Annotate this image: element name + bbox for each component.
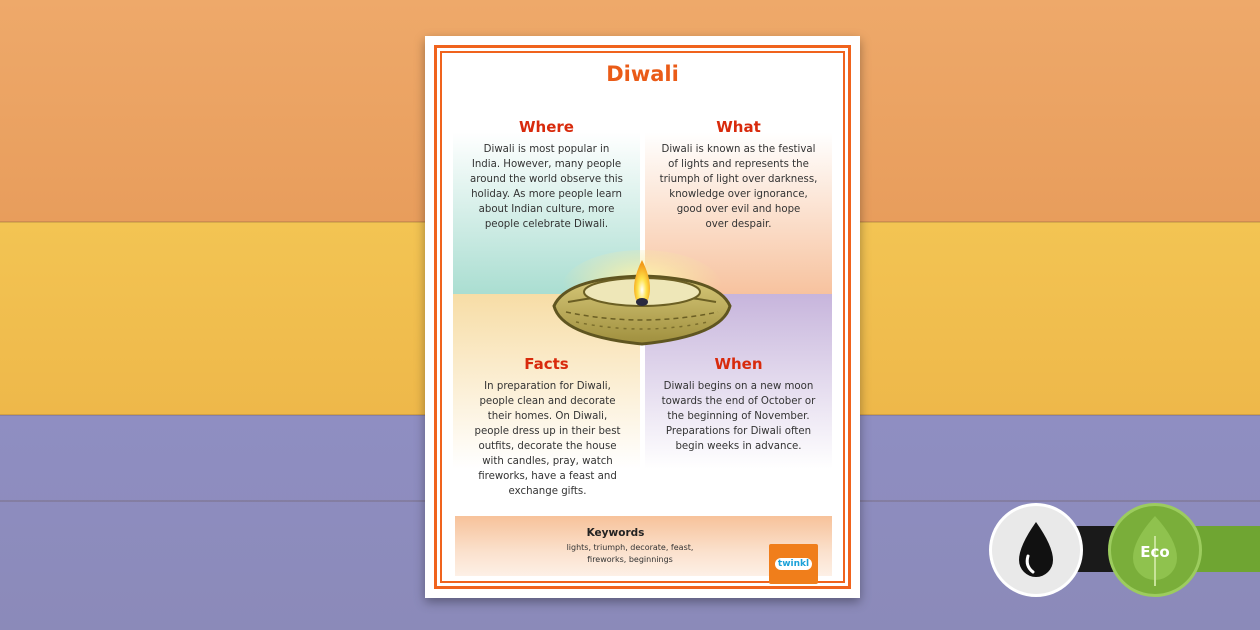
text-line: Diwali begins on a new moon: [663, 381, 814, 392]
text-line: with candles, pray, watch: [482, 456, 613, 467]
ink-badge: [989, 503, 1083, 597]
what-text: [653, 142, 824, 232]
text-line: their homes. On Diwali,: [487, 411, 608, 422]
text-line: over despair.: [705, 219, 772, 230]
text-line: Diwali is most popular in: [483, 144, 610, 155]
eco-label: Eco: [1140, 543, 1170, 561]
text-line: knowledge over ignorance,: [669, 189, 808, 200]
ink-drop-icon: [1013, 520, 1059, 580]
text-line: towards the end of October or: [661, 396, 816, 407]
eco-badge: [1108, 503, 1202, 597]
logo-text: twinkl: [775, 558, 812, 570]
diwali-poster: [425, 36, 860, 598]
text-line: Preparations for Diwali often: [665, 426, 812, 437]
poster-title: Diwali: [606, 62, 679, 86]
text-line: lights, triumph, decorate, feast,: [566, 543, 694, 552]
text-line: people dress up in their best: [474, 426, 621, 437]
diya-lamp-icon: [546, 236, 738, 366]
facts-text: [467, 379, 628, 499]
text-line: outfits, decorate the house: [478, 441, 617, 452]
text-line: of lights and represents the: [668, 159, 809, 170]
text-line: exchange gifts.: [508, 486, 587, 497]
text-line: about Indian culture, more: [478, 204, 615, 215]
text-line: India. However, many people: [471, 159, 622, 170]
text-line: fireworks, have a feast and: [478, 471, 617, 482]
text-line: begin weeks in advance.: [675, 441, 802, 452]
eco-bar: [1195, 526, 1260, 572]
text-line: In preparation for Diwali,: [484, 381, 611, 392]
text-line: good over evil and hope: [676, 204, 801, 215]
text-line: fireworks, beginnings: [587, 555, 673, 564]
text-line: triumph of light over darkness,: [659, 174, 818, 185]
text-line: Diwali is known as the festival: [661, 144, 816, 155]
keywords-text: [550, 542, 710, 566]
when-text: [653, 379, 824, 454]
facts-heading: Facts: [524, 355, 569, 373]
text-line: people celebrate Diwali.: [484, 219, 609, 230]
what-heading: What: [716, 118, 761, 136]
text-line: people clean and decorate: [479, 396, 616, 407]
where-text: [463, 142, 630, 232]
twinkl-logo: [769, 544, 818, 584]
keywords-heading: Keywords: [586, 527, 645, 539]
where-heading: Where: [519, 118, 574, 136]
when-heading: When: [714, 355, 763, 373]
text-line: around the world observe this: [470, 174, 623, 185]
text-line: the beginning of November.: [667, 411, 810, 422]
text-line: holiday. As more people learn: [471, 189, 622, 200]
